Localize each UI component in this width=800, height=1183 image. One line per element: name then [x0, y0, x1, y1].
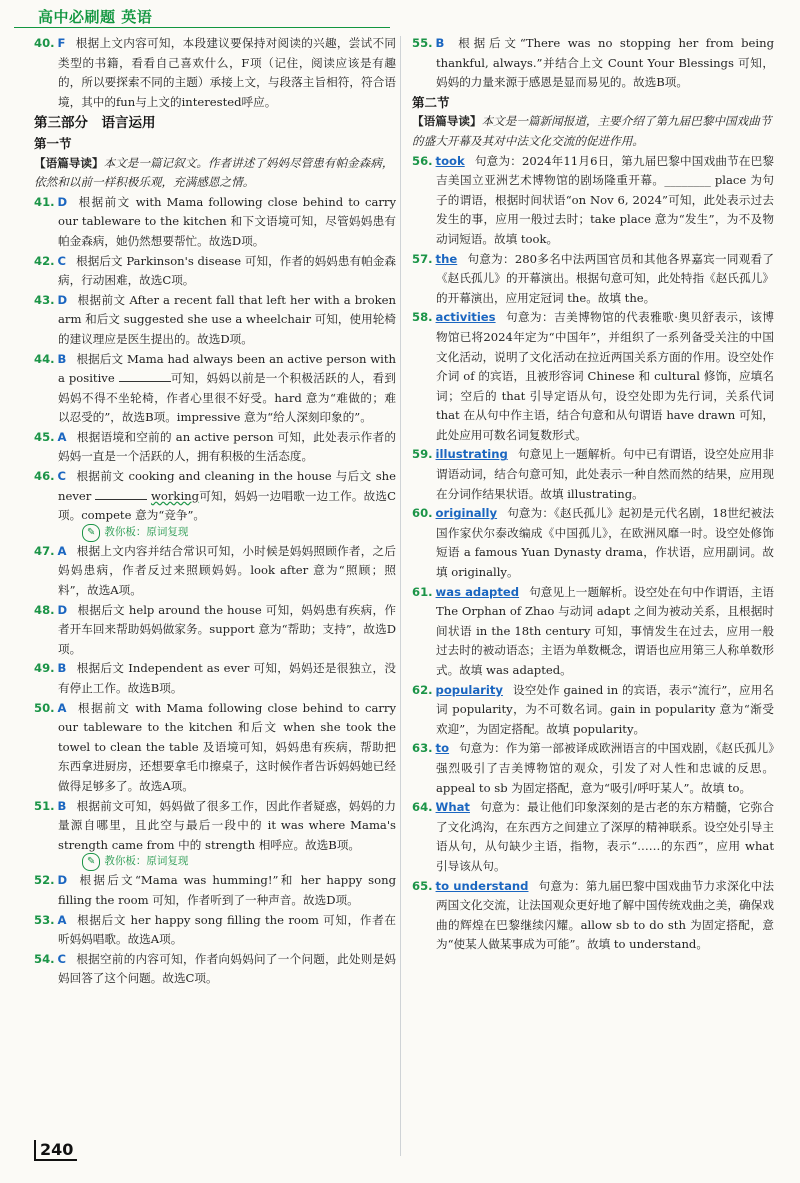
item-number: 48. — [34, 602, 55, 617]
item-explanation: 根据上文内容并结合常识可知，小时候是妈妈照顾作者，之后妈妈患病，作者反过来照顾妈妈。look after 意为“照顾；照料”，故选A项。 — [58, 543, 396, 598]
page-header — [14, 2, 389, 28]
answer-item — [412, 152, 774, 250]
answer-item — [412, 681, 774, 740]
item-number: 42. — [34, 253, 55, 268]
tip-note — [82, 524, 396, 542]
item-number: 57. — [412, 251, 433, 266]
item-number: 59. — [412, 447, 433, 462]
item-explanation: 设空处作 gained in 的宾语，表示“流行”，应用名词 popularity，为不可数名词。gain in popularity 意为“渐受欢迎”，为固定搭配。故填 popularity。 — [436, 682, 774, 736]
item-answer: activities — [435, 310, 496, 325]
guide-tag: 【语篇导读】 — [34, 155, 104, 170]
section1-title: 第一节 — [34, 135, 72, 151]
section2-title: 第二节 — [412, 94, 450, 110]
item-explanation: 句意为：280多名中法两国官员和其他各界嘉宾一同观看了《赵氏孤儿》的开幕演出。根据句意可知，此处特指《赵氏孤儿》的开幕演出，应用定冠词 the。故填 the。 — [436, 251, 774, 305]
answer-item — [412, 308, 774, 445]
item-number: 52. — [34, 873, 55, 888]
item-explanation-cont: 可知，妈妈以前是一个积极活跃的人，看到妈妈不得不坐轮椅，作者心里很不好受。hard 意为“难做的；难以忍受的”，故选B项。impressive 意为“给人深刻印象的”。 — [58, 371, 396, 425]
item-explanation: 句意见上一题解析。句中已有谓语，设空处应用非谓语动词，结合句意可知，此处表示一种自然而然的结果，应用现在分词作结果状语。故填 illustrating。 — [436, 447, 774, 501]
item-answer: C — [57, 253, 67, 268]
answer-item — [34, 467, 396, 526]
answer-item — [412, 445, 774, 504]
item-explanation: 根据语境和空前的 an active person 可知，此处表示作者的妈妈一直是一个活跃的人，拥有积极的生活态度。 — [58, 429, 396, 464]
item-answer: B — [57, 798, 67, 813]
item-answer: originally — [435, 506, 498, 521]
answer-item — [34, 252, 396, 291]
item-number: 65. — [412, 878, 433, 893]
item-answer: took — [435, 153, 465, 168]
item-number: 62. — [412, 682, 433, 697]
item-answer: to understand — [435, 878, 529, 893]
item-explanation: 根据后文 Parkinson's disease 可知，作者的妈妈患有帕金森病，行动困难，故选C项。 — [58, 253, 396, 288]
item-answer: A — [57, 912, 67, 927]
item-explanation-cont: 可知，妈妈一边唱歌一边工作。故选C项。compete 意为“竞争”。 — [58, 488, 397, 523]
item-answer: illustrating — [435, 447, 508, 462]
answer-item — [34, 911, 396, 950]
item-answer: D — [57, 602, 68, 617]
answer-item — [34, 428, 396, 467]
item-number: 51. — [34, 798, 55, 813]
item-answer: was adapted — [435, 584, 520, 599]
column-divider — [400, 36, 401, 1156]
reading-guide — [412, 112, 774, 151]
item-explanation: 根据前文 cooking and cleaning in the house 与后文 she never — [58, 469, 396, 503]
item-answer: D — [57, 292, 68, 307]
tip-label: 教你板：原词复现 — [104, 855, 189, 868]
item-number: 45. — [34, 429, 55, 444]
item-number: 43. — [34, 292, 55, 307]
guide-tag: 【语篇导读】 — [412, 114, 482, 129]
answer-item — [34, 34, 396, 112]
item-explanation: 句意为：最让他们印象深刻的是古老的东方精髓，它弥合了文化鸿沟，在东西方之间建立了深厚的精神联系。设空处引导主语从句，从句缺少主语，指物，表示“……的东西”，应用 what 引导该从句。 — [436, 800, 774, 873]
item-explanation: 根据后文“Mama was humming!”和 her happy song filling the room 可知，作者听到了一种声音。故选D项。 — [58, 873, 396, 907]
item-answer: F — [57, 36, 66, 50]
item-answer: B — [57, 351, 67, 366]
item-number: 40. — [34, 36, 55, 50]
item-explanation: 根据后文 her happy song filling the room 可知，作者在听妈妈唱歌。故选A项。 — [58, 912, 396, 947]
answer-item — [412, 504, 774, 582]
item-explanation: 句意见上一题解析。设空处在句中作谓语，主语 The Orphan of Zhao 与动词 adapt 之间为被动关系，且根据时间状语 in the 18th century 可知，事情发生在过去，应用一般过去时的被动语态；主语为单数概念，谓语也应用第三人称单数形式。故填 was adapted。 — [436, 584, 774, 677]
item-answer: popularity — [435, 682, 503, 697]
item-number: 54. — [34, 951, 55, 966]
tip-note — [82, 853, 396, 871]
item-explanation: 根据后文 Mama had always been an active person with a positive — [58, 351, 396, 386]
left-column — [34, 34, 396, 989]
answer-item — [34, 797, 396, 856]
item-answer: A — [57, 700, 67, 715]
tip-label: 教你板：原词复现 — [104, 525, 189, 538]
header-rule — [14, 27, 390, 28]
item-number: 55. — [412, 36, 433, 50]
item-number: 60. — [412, 506, 433, 521]
item-answer: the — [435, 251, 458, 266]
answer-item — [34, 291, 396, 350]
answer-item — [412, 798, 774, 876]
answer-item — [34, 601, 396, 660]
item-answer: to — [435, 741, 450, 756]
guide-text: 本文是一篇新闻报道，主要介绍了第九届巴黎中国戏曲节的盛大开幕及其对中法文化交流的促进作用。 — [412, 114, 772, 148]
item-number: 49. — [34, 661, 55, 676]
highlighted-word: working — [150, 488, 200, 503]
item-explanation: 根据前文 with Mama following close behind to carry our tableware to the kitchen 和后文 when she took the towel to clean the table 及语境可知，妈妈患有疾病，帮助把东西拿进厨房，还想要拿毛巾擦桌子，这时候作者告诉妈妈她已经做得足够多了。故选A项。 — [58, 700, 396, 793]
item-number: 63. — [412, 741, 433, 756]
item-answer: A — [57, 543, 67, 558]
blank-line — [119, 370, 171, 382]
answer-item — [34, 950, 396, 989]
item-answer: C — [57, 469, 67, 484]
item-answer: C — [57, 951, 67, 966]
part3-title: 第三部分 语言运用 — [34, 115, 156, 132]
item-number: 53. — [34, 912, 55, 927]
tip-badge-icon: ✎ — [82, 853, 100, 871]
item-explanation: 根据后文“There was no stopping her from being thankful, always.”并结合上文 Count Your Blessings 可知，妈妈的力量来源于感恩是显而易见的。故选B项。 — [436, 36, 774, 90]
answer-item — [412, 583, 774, 681]
item-explanation: 句意为：《赵氏孤儿》起初是元代名剧，18世纪被法国作家伏尔泰改编成《中国孤儿》，在欧洲风靡一时。设空处修饰短语 a famous Yuan Dynasty drama，作状语，应用副词。故填 originally。 — [436, 506, 774, 580]
page-number: 240 — [34, 1140, 77, 1161]
guide-text: 本文是一篇记叙文。作者讲述了妈妈尽管患有帕金森病，依然和以前一样积极乐观，充满感恩之情。 — [34, 155, 394, 190]
item-explanation: 句意为：吉美博物馆的代表雅歌·奥贝舒表示，该博物馆已将2024年定为“中国年”，并组织了一系列备受关注的中国文化活动，说明了文化活动在拉近两国关系方面的作用。设空处作介词 of 的宾语，且被形容词 Chinese 和 cultural 修饰，应填名词；空后的 that 引导定语从句，设空处即为先行词，关系代词 that 在从句中作主语，结合句意和从句谓语 have drawn 可知，此处应用可数名词复数形式。 — [436, 310, 774, 442]
answer-item — [412, 34, 774, 93]
item-number: 50. — [34, 700, 55, 715]
item-explanation: 根据前文 After a recent fall that left her with a broken arm 和后文 suggested she use a wheelchair 可知，使用轮椅的建议理应是医生提出的。故选D项。 — [58, 292, 396, 346]
item-explanation: 根据上文内容可知，本段建议要保持对阅读的兴趣，尝试不同类型的书籍，看看自己喜欢什么，F项（记住，阅读应该是有趣的，所以要探索不同的主题）承接上文，与段落主旨相符，符合语境，其中的fun与上文的interested呼应。 — [58, 36, 396, 109]
answer-item — [34, 350, 396, 428]
item-explanation: 根据前文 with Mama following close behind to carry our tableware to the kitchen 和下文语境可知，尽管妈妈患有帕金森病，她仍然想要帮忙。故选D项。 — [58, 194, 396, 248]
item-explanation: 根据后文 Independent as ever 可知，妈妈还是很独立，没有停止工作。故选B项。 — [58, 661, 396, 695]
item-number: 58. — [412, 310, 433, 325]
reading-guide — [34, 154, 396, 193]
item-explanation: 根据空前的内容可知，作者向妈妈问了一个问题，此处则是妈妈回答了这个问题。故选C项。 — [58, 951, 396, 986]
item-answer: B — [435, 36, 445, 50]
item-explanation: 根据前文可知，妈妈做了很多工作，因此作者疑惑，妈妈的力量源自哪里，且此空与最后一段中的 it was where Mama's strength came from 中的 strength 相呼应。故选B项。 — [58, 798, 396, 852]
item-explanation: 句意为：2024年11月6日，第九届巴黎中国戏曲节在巴黎吉美国立亚洲艺术博物馆的剧场隆重开幕。________ place 为句子的谓语，根据时间状语“on Nov 6, 2024”可知，此处表示过去发生的事，应用一般过去时；take place 意为“发生”，为不及物动词短语。故填 took。 — [436, 153, 774, 246]
item-answer: B — [57, 661, 67, 676]
item-number: 61. — [412, 584, 433, 599]
answer-item — [34, 193, 396, 252]
item-number: 64. — [412, 800, 433, 815]
item-number: 56. — [412, 153, 433, 168]
answer-item — [412, 250, 774, 309]
answer-item — [412, 877, 774, 955]
answer-item — [34, 659, 396, 698]
item-explanation: 句意为：作为第一部被译成欧洲语言的中国戏剧，《赵氏孤儿》强烈吸引了吉美博物馆的观众，引发了对人性和忠诚的反思。appeal to sb 为固定搭配，意为“吸引/呼吁某人”。故填 to。 — [436, 741, 774, 795]
header-title: 高中必刷题 英语 — [38, 8, 153, 26]
item-number: 46. — [34, 469, 55, 484]
blank-line — [95, 488, 147, 500]
tip-badge-icon: ✎ — [82, 524, 100, 542]
item-answer: D — [57, 873, 68, 888]
answer-item — [34, 871, 396, 910]
item-explanation: 句意为：第九届巴黎中国戏曲节力求深化中法两国文化交流，让法国观众更好地了解中国传统戏曲之美，确保戏曲的辉煌在巴黎继续闪耀。allow sb to do sth 为固定搭配，意为“使某人做某事成为可能”。故填 to understand。 — [436, 878, 774, 952]
item-answer: D — [57, 194, 68, 209]
answer-item — [412, 739, 774, 798]
item-answer: What — [435, 800, 470, 815]
item-number: 41. — [34, 194, 55, 209]
item-number: 47. — [34, 543, 55, 558]
answer-item — [34, 699, 396, 797]
right-column — [412, 34, 774, 955]
item-answer: A — [57, 429, 67, 444]
answer-item — [34, 542, 396, 601]
item-number: 44. — [34, 351, 55, 366]
item-explanation: 根据后文 help around the house 可知，妈妈患有疾病，作者开车回来帮助妈妈做家务。support 意为“帮助；支持”，故选D项。 — [58, 602, 396, 656]
